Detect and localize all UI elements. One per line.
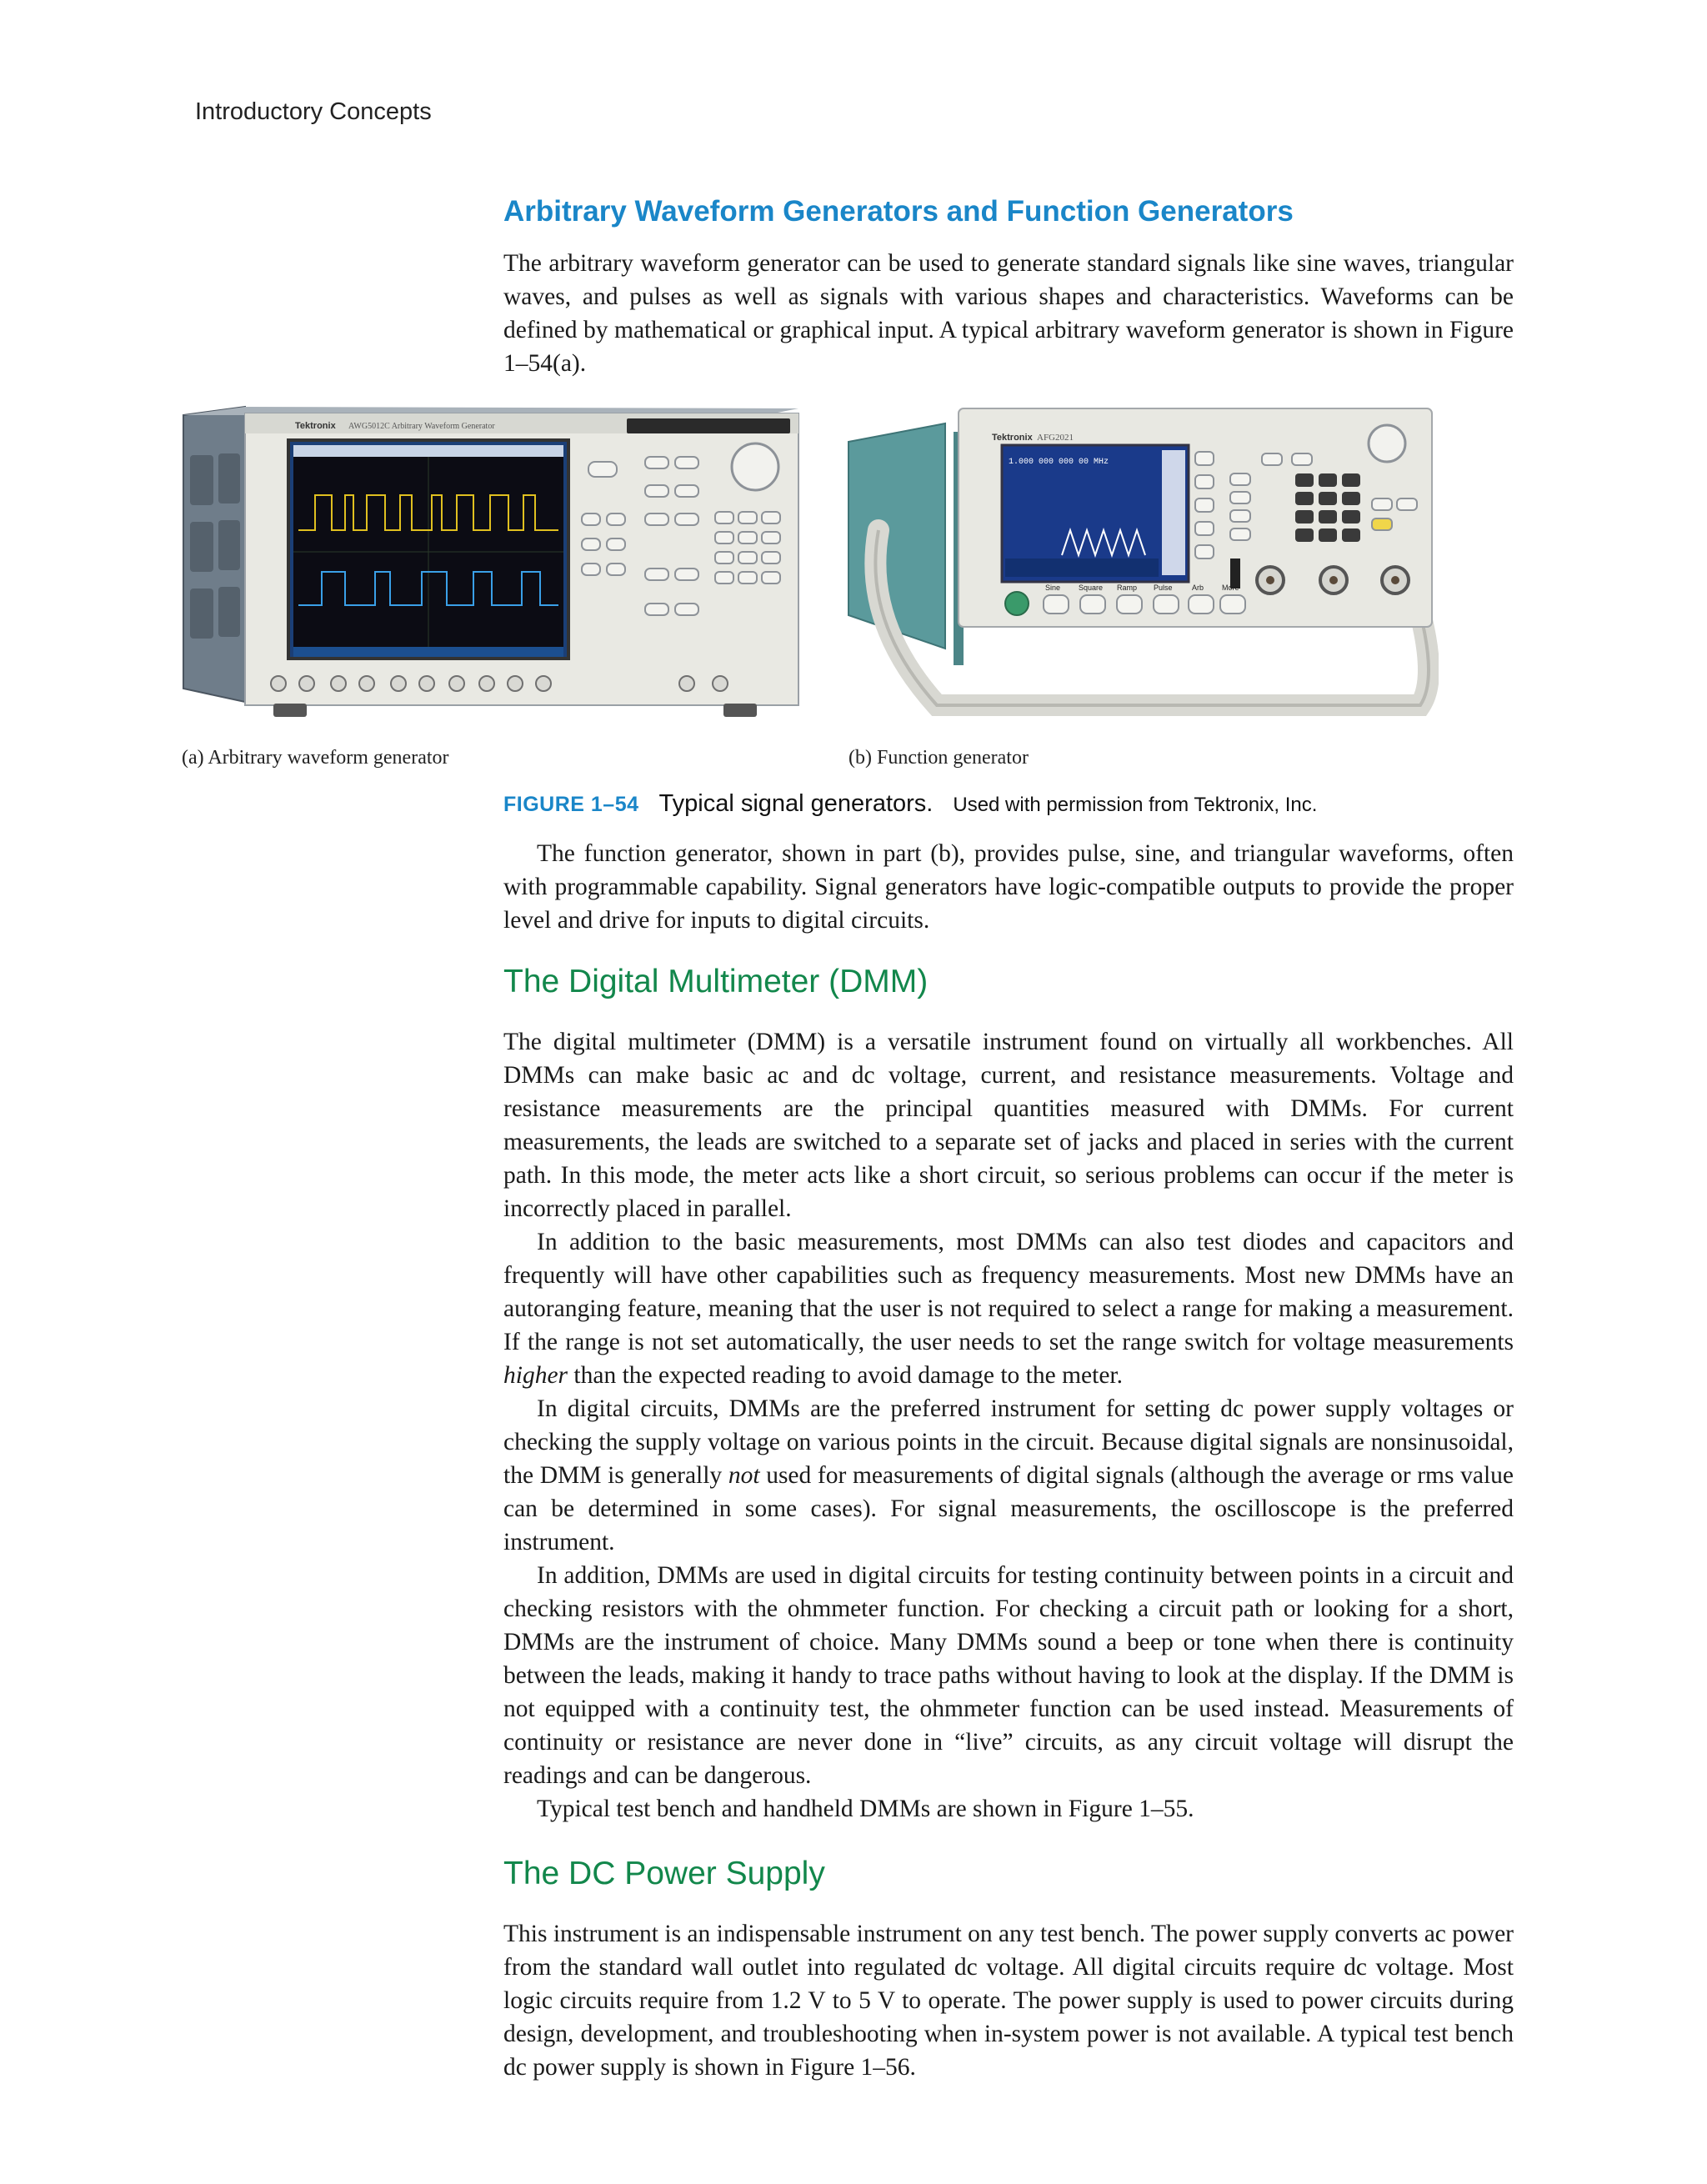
afg-button-square-label: Square [1079, 584, 1104, 592]
afg-brand-text: Tektronix [992, 433, 1033, 443]
section-heading-dc-power-supply: The DC Power Supply [503, 1856, 825, 1891]
afg-model-text: AFG2021 [1037, 433, 1074, 443]
paragraph-dmm-3: In digital circuits, DMMs are the preferred instrument for setting dc power supply voltages or checking the supply voltage on various points in the circuit. Because digital signals are nonsinusoidal, the DMM is generally not used for measurements of digital signals (although the average or rms value can be determined in some cases). For signal measurements, the oscilloscope is the preferred instrument. [503, 1395, 1514, 1555]
running-head: Introductory Concepts [195, 98, 432, 125]
afg-readout-text: 1.000 000 000 00 MHz [1009, 458, 1109, 467]
figure-title: Typical signal generators. [658, 790, 934, 817]
afg-button-more-label: More [1222, 584, 1239, 592]
afg-button-arb-label: Arb [1192, 584, 1204, 592]
awg-brand-text: Tektronix [295, 421, 336, 431]
figure-label: FIGURE 1–54 [503, 793, 639, 816]
after-figure-body [503, 837, 1514, 937]
paragraph-dmm-4: In addition, DMMs are used in digital circuits for testing continuity between points in a circuit and checking resistors with the ohmmeter function. For checking a circuit path or looking for a short, DMMs are the instrument of choice. Many DMMs sound a beep or tone when there is continuity between the leads, making it handy to trace paths without having to look at the display. If the DMM is not equipped with a continuity test, the ohmmeter function can be used instead. Measurements of continuity or resistance are never done in “live” circuits, as any circuit voltage will disrupt the readings and can be dangerous. [503, 1562, 1514, 1789]
paragraph-dmm-1: The digital multimeter (DMM) is a versatile instrument found on virtually all workbenches. All DMMs can make basic ac and dc voltage, current, and resistance measurements. Voltage and resistance measurements are the principal quantities measured with DMMs. For current measurements, the leads are switched to a separate set of jacks and placed in series with the current path. In this mode, the meter acts like a short circuit, so serious problems can occur if the meter is incorrectly placed in parallel. [503, 1029, 1514, 1222]
section2-body [503, 1025, 1514, 1826]
afg-illustration [845, 405, 1439, 735]
figure-credit: Used with permission from Tektronix, Inc. [953, 794, 1318, 816]
subcaption-a: (a) Arbitrary waveform generator [182, 747, 449, 769]
figure-a-photo [182, 405, 800, 735]
afg-button-ramp-label: Ramp [1117, 584, 1138, 592]
subcaption-b: (b) Function generator [848, 747, 1029, 769]
section1-body [503, 247, 1514, 380]
afg-button-sine-label: Sine [1045, 584, 1061, 592]
paragraph-awg-intro: The arbitrary waveform generator can be used to generate standard signals like sine waves, triangular waves, and pulses as well as signals with various shapes and characteristics. Waveforms can be defined by mathematical or graphical input. A typical arbitrary waveform generator is shown in Figure 1–54(a). [503, 250, 1514, 377]
section-heading-dmm: The Digital Multimeter (DMM) [503, 964, 929, 999]
paragraph-power-supply: This instrument is an indispensable instrument on any test bench. The power supply converts ac power from the standard wall outlet into regulated dc voltage. All digital circuits require dc voltage. Most logic circuits require from 1.2 V to 5 V to operate. The power supply is used to power circuits during design, development, and troubleshooting when in-system power is not available. A typical test bench dc power supply is shown in Figure 1–56. [503, 1921, 1514, 2081]
figure-caption [503, 790, 1317, 818]
section3-body [503, 1917, 1514, 2084]
paragraph-dmm-2: In addition to the basic measurements, most DMMs can also test diodes and capacitors and frequently will have other capabilities such as frequency measurements. Most new DMMs have an autoranging feature, meaning that the user is not required to select a range for making a measurement. If the range is not set automatically, the user needs to set the range switch for voltage measurements higher than the expected reading to avoid damage to the meter. [503, 1229, 1514, 1389]
afg-button-pulse-label: Pulse [1154, 584, 1173, 592]
emphasis-higher: higher [503, 1362, 568, 1389]
awg-model-text: AWG5012C Arbitrary Waveform Generator [348, 422, 495, 431]
figure-b-photo [845, 405, 1439, 735]
paragraph-dmm-5: Typical test bench and handheld DMMs are shown in Figure 1–55. [537, 1796, 1194, 1822]
paragraph-function-generator: The function generator, shown in part (b), provides pulse, sine, and triangular waveforms, often with programmable capability. Signal generators have logic-compatible outputs to provide the proper level and drive for inputs to digital circuits. [503, 840, 1514, 934]
awg-illustration [182, 405, 800, 735]
section-heading-waveform-generators: Arbitrary Waveform Generators and Function Generators [503, 195, 1294, 228]
emphasis-not: not [728, 1462, 760, 1489]
